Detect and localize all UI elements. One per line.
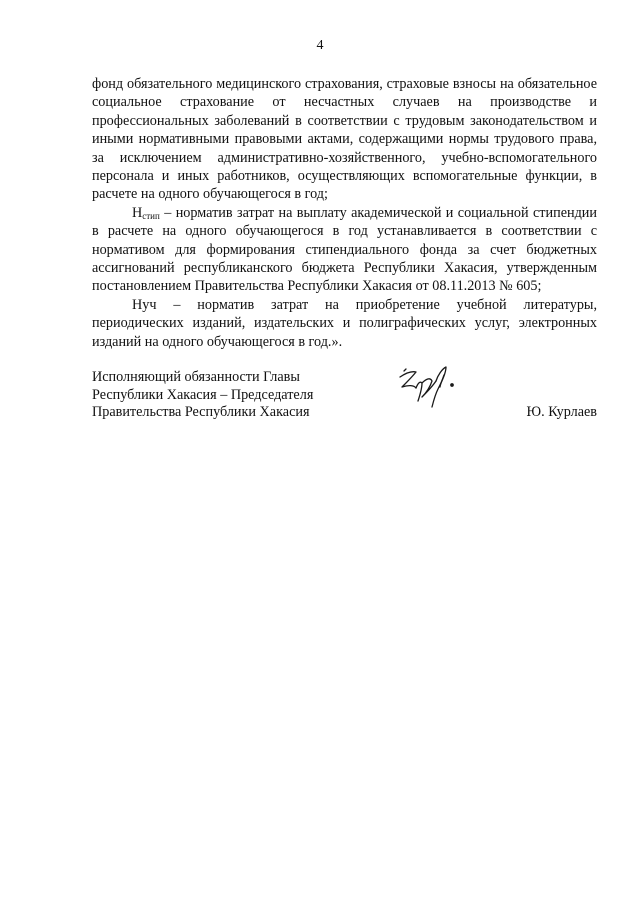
- signature-block: [92, 369, 597, 429]
- paragraph-insurance-contributions: фонд обязательного медицинского страхования, страховые взносы на обязательное социальное страхование от несчастных случаев на производстве и профессиональных заболеваний в соответствии с трудовым законодательством и иными нормативными правовыми актами, содержащими нормы трудового права, за исключением административно-хозяйственного, учебно-вспомогательного персонала и иных работников, осуществляющих вспомогательные функции, в расчете на одного обучающегося в год;: [92, 76, 597, 203]
- paragraph-stipend-norm: [92, 204, 597, 296]
- paragraph-literature-norm: Нуч – норматив затрат на приобретение учебной литературы, периодических изданий, издательских и полиграфических услуг, электронных изданий на одного обучающегося в год.».: [92, 296, 597, 350]
- signer-name: Ю. Курлаев: [526, 404, 597, 420]
- page-number: 4: [316, 38, 324, 53]
- stipend-norm-text: – норматив затрат на выплату академической и социальной стипендии в расчете на одного обучающегося в год устанавливается в соответствии с нормативом для формирования стипендиального фонда за счет бюджетных ассигнований республиканского бюджета Республики Хакасия, утвержденным постановлением Правительства Республики Хакасия от 08.11.2013 № 605;: [92, 204, 597, 295]
- signer-position-line-3: Правительства Республики Хакасия: [92, 404, 310, 420]
- stipend-norm-subscript: стип: [142, 210, 160, 221]
- signer-position-line-1: Исполняющий обязанности Главы: [92, 369, 300, 385]
- handwritten-signature: [392, 363, 462, 415]
- stipend-norm-symbol: Н: [132, 204, 143, 221]
- signer-position: [92, 369, 352, 422]
- signer-position-line-2: Республики Хакасия – Председателя: [92, 386, 314, 403]
- document-body: [92, 75, 597, 351]
